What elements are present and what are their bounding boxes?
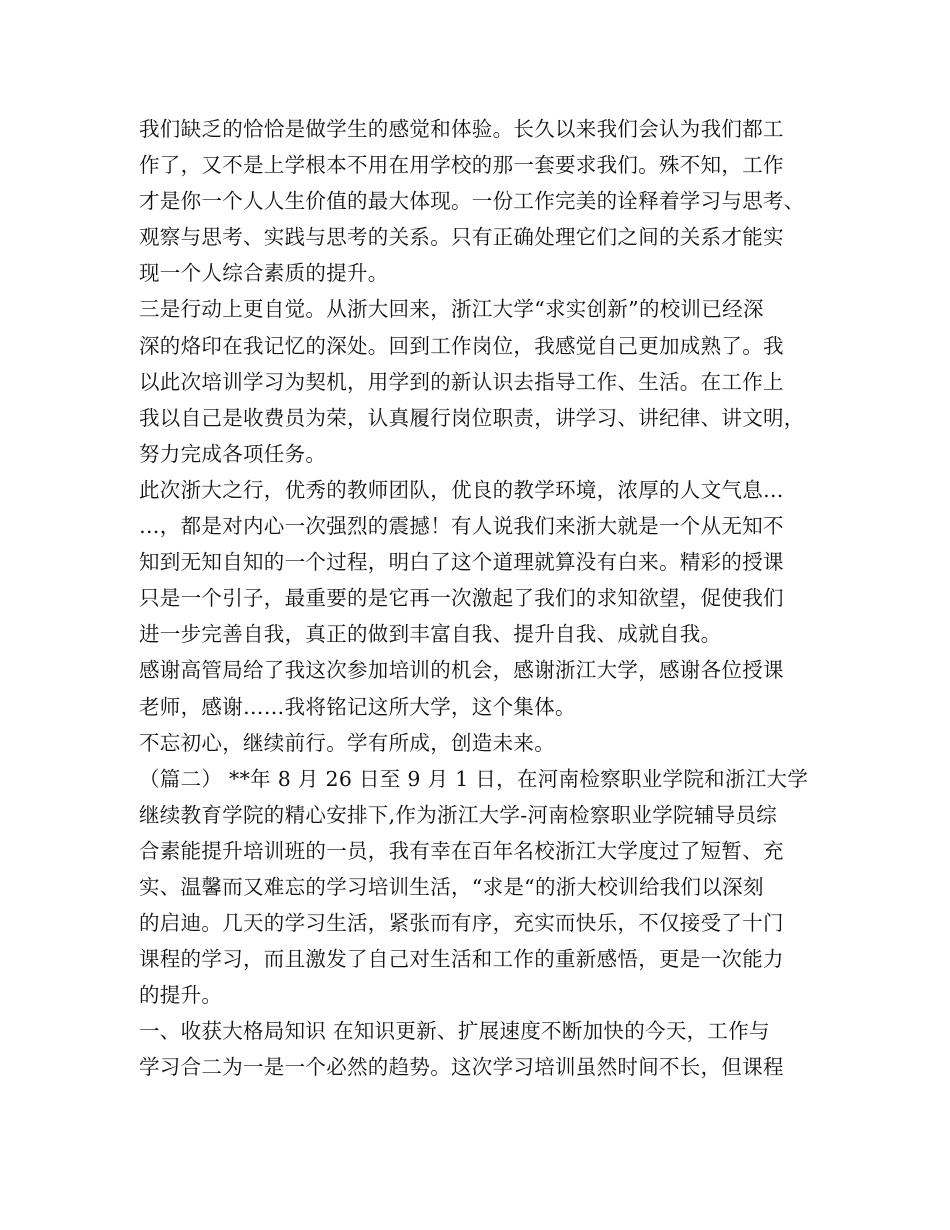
text-line: …，都是对内心一次强烈的震撼！有人说我们来浙大就是一个从无知不 bbox=[139, 514, 784, 539]
text-line: 才是你一个人人生价值的最大体现。一份工作完美的诠释着学习与思考、 bbox=[139, 189, 805, 214]
text-line: 以此次培训学习为契机，用学到的新认识去指导工作、生活。在工作上 bbox=[139, 369, 784, 394]
text-line: 进一步完善自我，真正的做到丰富自我、提升自我、成就自我。 bbox=[139, 622, 722, 647]
text-line: 现一个人综合素质的提升。 bbox=[139, 261, 389, 286]
body-text bbox=[139, 111, 829, 1086]
text-line: 的提升。 bbox=[139, 983, 223, 1008]
text-line: 我们缺乏的恰恰是做学生的感觉和体验。长久以来我们会认为我们都工 bbox=[139, 117, 784, 141]
text-line: 作了，又不是上学根本不用在用学校的那一套要求我们。殊不知，工作 bbox=[139, 153, 784, 178]
text-line: 学习合二为一是一个必然的趋势。这次学习培训虽然时间不长，但课程 bbox=[139, 1055, 784, 1080]
text-line: 继续教育学院的精心安排下,作为浙江大学-河南检察职业学院辅导员综 bbox=[139, 802, 778, 827]
text-line: 知到无知自知的一个过程，明白了这个道理就算没有白来。精彩的授课 bbox=[139, 550, 784, 575]
text-line: 实、温馨而又难忘的学习培训生活，“求是“的浙大校训给我们以深刻 bbox=[139, 874, 764, 899]
text-line: 此次浙大之行，优秀的教师团队，优良的教学环境，浓厚的人文气息… bbox=[139, 477, 784, 502]
text-line: 我以自己是收费员为荣，认真履行岗位职责，讲学习、讲纪律、讲文明， bbox=[139, 405, 805, 430]
text-line: 努力完成各项任务。 bbox=[139, 441, 327, 466]
text-line: 一、收获大格局知识 在知识更新、扩展速度不断加快的今天，工作与 bbox=[139, 1019, 770, 1044]
text-line: 三是行动上更自觉。从浙大回来，浙江大学“求实创新”的校训已经深 bbox=[139, 297, 764, 322]
text-line: 只是一个引子，最重要的是它再一次激起了我们的求知欲望，促使我们 bbox=[139, 586, 784, 611]
text-line: 感谢高管局给了我这次参加培训的机会，感谢浙江大学，感谢各位授课 bbox=[139, 658, 784, 683]
text-line: 课程的学习，而且激发了自己对生活和工作的重新感悟，更是一次能力 bbox=[139, 947, 784, 972]
text-line: 观察与思考、实践与思考的关系。只有正确处理它们之间的关系才能实 bbox=[139, 225, 784, 250]
text-line: 老师，感谢……我将铭记这所大学，这个集体。 bbox=[139, 694, 576, 719]
text-line: 深的烙印在我记忆的深处。回到工作岗位，我感觉自己更加成熟了。我 bbox=[139, 333, 784, 358]
text-line: 不忘初心，继续前行。学有所成，创造未来。 bbox=[139, 730, 555, 755]
text-line: 合素能提升培训班的一员，我有幸在百年名校浙江大学度过了短暂、充 bbox=[139, 838, 784, 863]
text-line: （篇二） **年 8 月 26 日至 9 月 1 日，在河南检察职业学院和浙江大学 bbox=[139, 766, 809, 791]
text-line: 的启迪。几天的学习生活，紧张而有序，充实而快乐，不仅接受了十门 bbox=[139, 911, 784, 936]
